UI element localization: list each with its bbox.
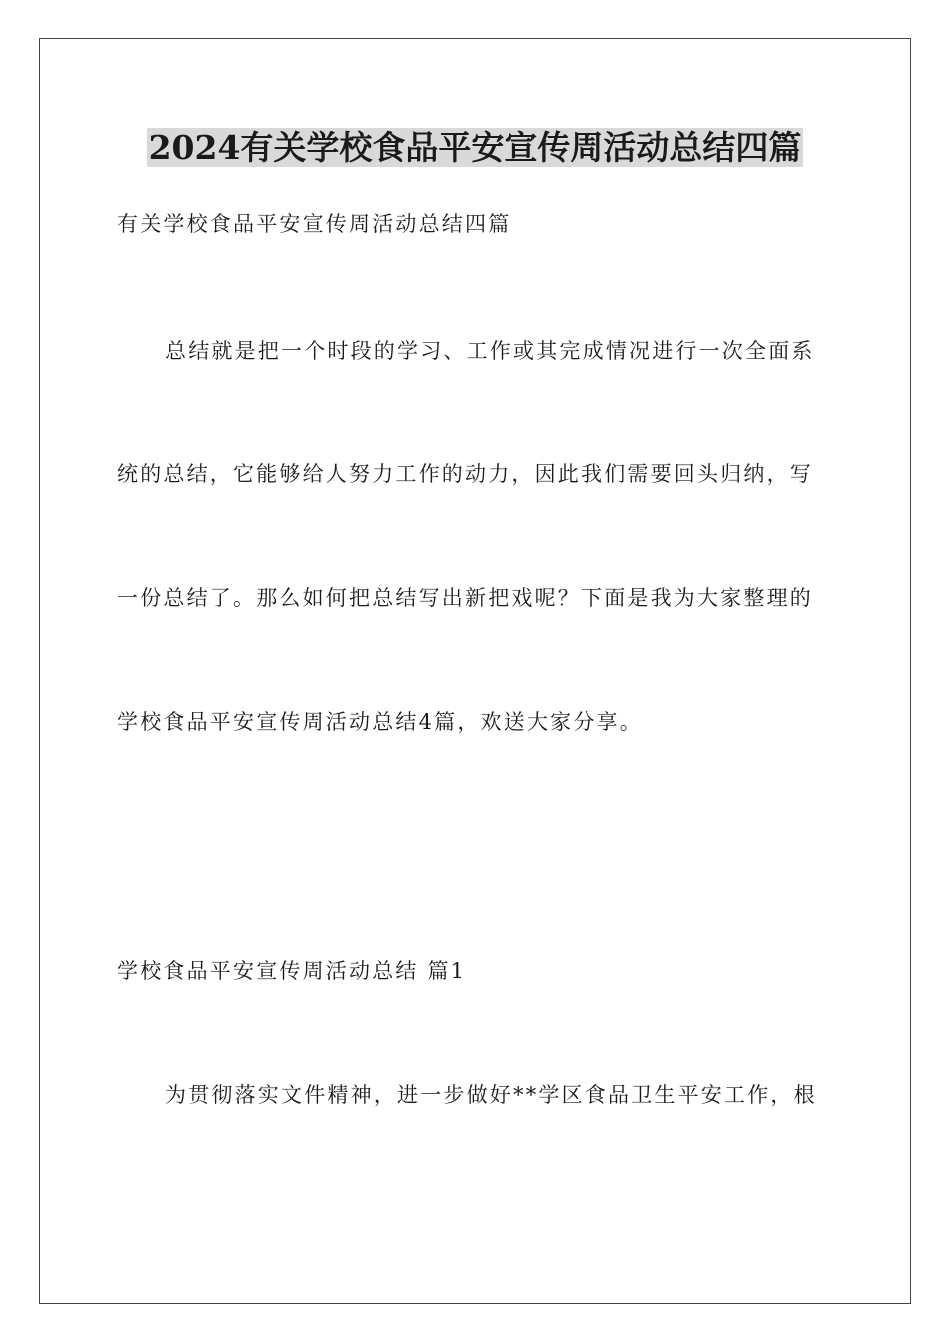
section-heading: 学校食品平安宣传周活动总结 篇1 [117, 959, 467, 983]
intro-line: 学校食品平安宣传周活动总结4篇，欢送大家分享。 [117, 710, 643, 734]
document-title [0, 126, 950, 170]
document-subtitle: 有关学校食品平安宣传周活动总结四篇 [117, 212, 512, 236]
document-title-text: 2024有关学校食品平安宣传周活动总结四篇 [148, 128, 802, 167]
intro-line: 一份总结了。那么如何把总结写出新把戏呢？下面是我为大家整理的 [117, 586, 813, 610]
intro-line: 统的总结，它能够给人努力工作的动力，因此我们需要回头归纳，写 [117, 462, 813, 486]
intro-line: 总结就是把一个时段的学习、工作或其完成情况进行一次全面系 [165, 339, 815, 363]
section-paragraph-line: 为贯彻落实文件精神，进一步做好**学区食品卫生平安工作，根 [165, 1083, 817, 1107]
